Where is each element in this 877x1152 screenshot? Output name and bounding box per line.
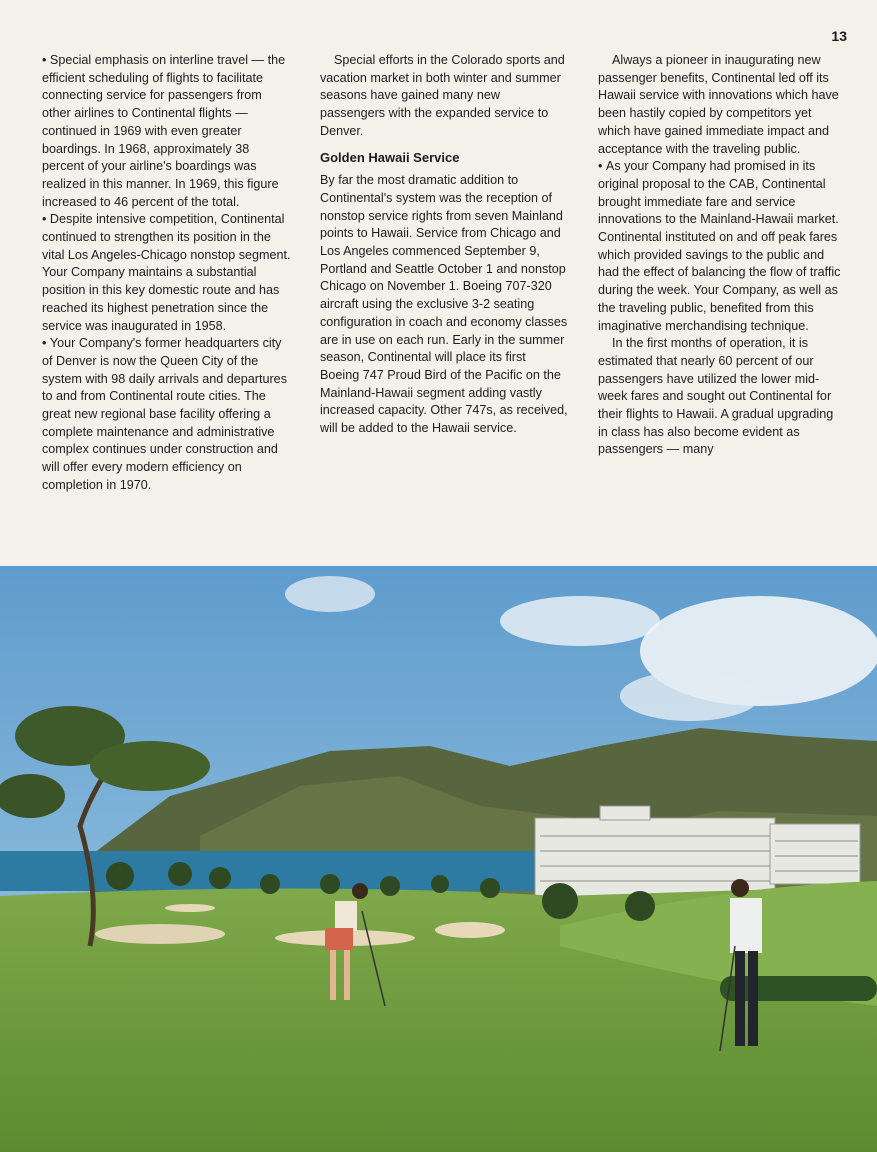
hawaii-golf-scene <box>0 566 877 1152</box>
golf-course-photo <box>0 566 877 1152</box>
sand-trap <box>95 924 225 944</box>
paragraph-denver: • Your Company's former headquarters city of Denver is now the Queen City of the system with 98 daily arrivals and departures to and from Continental route cities. The great new regional base facility offering a complete maintenance and administrative complex continues under construction and will offer every modern efficiency on completion in 1970. <box>42 335 292 494</box>
paragraph-interline-travel: • Special emphasis on interline travel — the efficient scheduling of flights to facilitate connecting service for passengers from other airlines to Continental flights — continued in 1969 with even greater boardings. In 1968, approximately 38 percent of your airline's boardings was realized in this manner. In 1969, this figure increased to 46 percent of the total. <box>42 52 292 211</box>
cloud <box>620 671 760 721</box>
paragraph-hawaii-service: By far the most dramatic addition to Continental's system was the reception of nonstop service rights from seven Mainland points to Hawaii. Service from Chicago and Los Angeles commenced September 9, Portland and Seattle October 1 and nonstop Chicago on November 1. Boeing 707-320 aircraft using the exclusive 3-2 seating configuration in coach and economy classes are in use on each run. Early in the summer season, Continental will place its first Boeing 747 Proud Bird of the Pacific on the Mainland-Hawaii segment adding vastly increased capacity. Other 747s, as received, will be added to the Hawaii service. <box>320 173 568 436</box>
column-2 <box>320 52 568 438</box>
article-text <box>0 52 877 557</box>
cloud <box>285 576 375 612</box>
paragraph-first-months: In the first months of operation, it is estimated that nearly 60 percent of our passengers have utilized the lower mid-week fares and sought out Continental for their flights to Hawaii. A gradual upgrading in class has also become evident as passengers — many <box>598 336 834 457</box>
column-3 <box>598 52 846 459</box>
column-1 <box>42 52 292 495</box>
paragraph-los-angeles-chicago: • Despite intensive competition, Continental continued to strengthen its position in the vital Los Angeles-Chicago nonstop segment. Your Company maintains a substantial position in this key domestic route and has reached its highest penetration since the service was inaugurated in 1958. <box>42 211 292 335</box>
page-number: 13 <box>831 28 847 44</box>
paragraph-fare-innovations: • As your Company had promised in its original proposal to the CAB, Continental brought immediate fare and service innovations to the Mainland-Hawaii market. Continental instituted on and off peak fares which provided savings to the public and had the effect of balancing the flow of traffic during the week. Your Company, as well as the traveling public, benefited from this imaginative merchandising technique. <box>598 158 846 335</box>
section-heading: Golden Hawaii Service <box>320 149 460 165</box>
sand-trap <box>165 904 215 912</box>
sand-trap <box>435 922 505 938</box>
ocean <box>0 851 560 891</box>
paragraph-colorado-market: Special efforts in the Colorado sports and vacation market in both winter and summer seasons have gained many new passengers with the expanded service to Denver. <box>320 53 565 138</box>
paragraph-pioneer: Always a pioneer in inaugurating new passenger benefits, Continental led off its Hawaii service with innovations which have been hastily copied by competitors yet which have gained immediate impact and acceptance with the traveling public. <box>598 53 839 156</box>
cloud <box>500 596 660 646</box>
